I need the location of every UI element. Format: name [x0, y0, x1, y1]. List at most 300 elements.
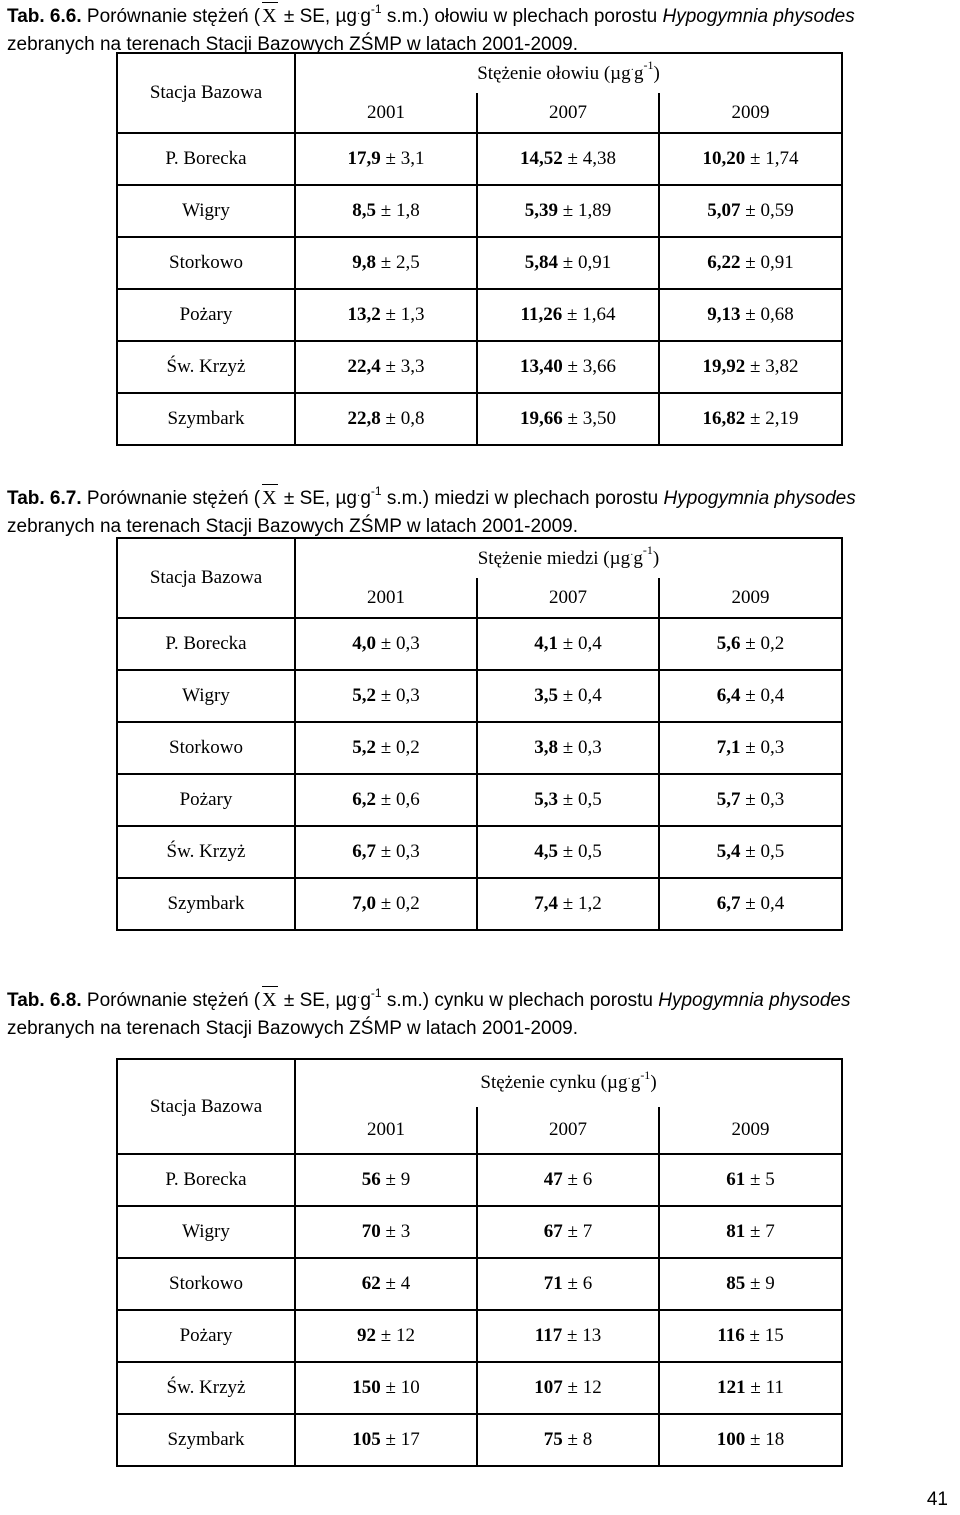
- standard-error: 5: [765, 1169, 775, 1190]
- concentration-cell: [295, 1310, 477, 1362]
- mean-symbol: X: [262, 989, 277, 1011]
- concentration-cell: [295, 670, 477, 722]
- species-name: Hypogymnia physodes: [658, 990, 851, 1011]
- standard-error: 3: [400, 1221, 411, 1242]
- standard-error: 0,4: [577, 633, 602, 654]
- plus-minus: ±: [745, 1377, 766, 1398]
- concentration-cell: [659, 289, 842, 341]
- concentration-header: [295, 53, 842, 93]
- standard-error: 1,2: [577, 893, 602, 914]
- header-close: ): [653, 62, 660, 84]
- caption-line-2: zebranych na terenach Stacji Bazowych ZŚMP w latach 2001-2009.: [7, 1018, 579, 1039]
- concentration-cell: [477, 878, 659, 930]
- plus-minus: ±: [562, 408, 583, 429]
- table-caption-lead: [7, 1, 957, 57]
- standard-error: 10: [400, 1377, 420, 1398]
- standard-error: 9: [765, 1273, 775, 1294]
- plus-minus: ±: [558, 633, 578, 654]
- mean-value: 5,2: [352, 685, 377, 706]
- concentration-cell: [477, 1362, 659, 1414]
- concentration-cell: [477, 1310, 659, 1362]
- plus-minus: ±: [558, 737, 578, 758]
- standard-error: 1,89: [577, 200, 612, 221]
- standard-error: 0,3: [395, 841, 420, 862]
- table-row: [117, 341, 842, 393]
- mean-value: 7,1: [716, 737, 741, 758]
- table-row: [117, 133, 842, 185]
- table-caption-zinc: [7, 985, 957, 1041]
- concentration-cell: [659, 670, 842, 722]
- plus-minus: ±: [740, 789, 761, 810]
- caption-text: s.m.) ołowiu w plechach porostu: [381, 6, 663, 27]
- mean-value: 19,92: [702, 356, 746, 377]
- caption-line-2: zebranych na terenach Stacji Bazowych ZŚMP w latach 2001-2009.: [7, 34, 579, 55]
- plus-minus: ±: [744, 1325, 765, 1346]
- station-header: Stacja Bazowa: [117, 538, 295, 618]
- concentration-cell: [477, 289, 659, 341]
- concentration-cell: [477, 393, 659, 445]
- standard-error: 1,74: [765, 148, 799, 169]
- plus-minus: ±: [380, 1169, 401, 1190]
- station-header: Stacja Bazowa: [117, 53, 295, 133]
- year-header: 2009: [659, 1107, 842, 1155]
- concentration-cell: [659, 878, 842, 930]
- concentration-cell: [295, 774, 477, 826]
- plus-minus: ±: [380, 304, 401, 325]
- plus-minus: ±: [562, 1273, 583, 1294]
- plus-minus: ±: [740, 893, 761, 914]
- plus-minus: ±: [376, 737, 396, 758]
- table-row: [117, 826, 842, 878]
- table-row: [117, 670, 842, 722]
- species-name: Hypogymnia physodes: [662, 6, 855, 27]
- station-name: Św. Krzyż: [117, 341, 295, 393]
- standard-error: 6: [582, 1169, 593, 1190]
- concentration-cell: [295, 237, 477, 289]
- standard-error: 0,2: [395, 737, 420, 758]
- station-name: Wigry: [117, 670, 295, 722]
- plus-minus: ±: [376, 200, 396, 221]
- mean-value: 7,4: [534, 893, 559, 914]
- plus-minus: ±: [558, 841, 578, 862]
- mean-value: 5,84: [524, 252, 559, 273]
- standard-error: 17: [400, 1429, 420, 1450]
- plus-minus: ±: [558, 685, 578, 706]
- mean-value: 117: [534, 1325, 563, 1346]
- standard-error: 12: [582, 1377, 602, 1398]
- plus-minus: ±: [562, 148, 583, 169]
- station-name: Pożary: [117, 1310, 295, 1362]
- standard-error: 0,59: [760, 200, 794, 221]
- caption-line-2: zebranych na terenach Stacji Bazowych ZŚMP w latach 2001-2009.: [7, 516, 579, 537]
- standard-error: 3,66: [582, 356, 616, 377]
- mean-value: 85: [726, 1273, 746, 1294]
- plus-minus: ±: [562, 356, 583, 377]
- plus-minus: ±: [562, 1325, 583, 1346]
- concentration-cell: [477, 1206, 659, 1258]
- unit-g: g: [633, 62, 644, 84]
- unit-dot: ·: [630, 549, 634, 561]
- table-caption-copper: [7, 483, 957, 539]
- mean-value: 75: [543, 1429, 563, 1450]
- concentration-cell: [295, 618, 477, 670]
- plus-minus: ±: [380, 1221, 401, 1242]
- table-row: [117, 878, 842, 930]
- station-name: Szymbark: [117, 393, 295, 445]
- standard-error: 9: [400, 1169, 411, 1190]
- concentration-label: Stężenie cynku (µg: [480, 1072, 628, 1094]
- concentration-cell: [295, 341, 477, 393]
- standard-error: 0,3: [395, 685, 420, 706]
- plus-minus: ±: [380, 1273, 401, 1294]
- year-header: 2001: [295, 578, 477, 618]
- standard-error: 0,3: [577, 737, 602, 758]
- plus-minus: ±: [740, 633, 761, 654]
- standard-error: 0,2: [395, 893, 420, 914]
- standard-error: 0,91: [577, 252, 612, 273]
- mean-value: 71: [543, 1273, 563, 1294]
- mean-value: 11,26: [520, 304, 563, 325]
- table-row: [117, 289, 842, 341]
- plus-minus: ±: [380, 148, 401, 169]
- table-row: [117, 1154, 842, 1206]
- concentration-cell: [659, 341, 842, 393]
- concentration-cell: [659, 1154, 842, 1206]
- plus-minus: ±: [745, 1273, 766, 1294]
- concentration-cell: [659, 1206, 842, 1258]
- plus-minus: ±: [745, 1429, 766, 1450]
- caption-text: ± SE, µg: [278, 6, 357, 27]
- plus-minus: ±: [740, 304, 761, 325]
- standard-error: 0,3: [760, 737, 785, 758]
- mean-value: 19,66: [520, 408, 563, 429]
- mean-value: 6,4: [716, 685, 741, 706]
- station-name: P. Borecka: [117, 1154, 295, 1206]
- species-name: Hypogymnia physodes: [663, 488, 856, 509]
- plus-minus: ±: [562, 1221, 583, 1242]
- mean-value: 22,8: [347, 408, 381, 429]
- mean-value: 5,39: [524, 200, 559, 221]
- unit-dot: ·: [356, 490, 361, 501]
- standard-error: 3,82: [765, 356, 799, 377]
- unit-exponent: -1: [370, 1, 382, 16]
- standard-error: 4: [400, 1273, 411, 1294]
- standard-error: 13: [582, 1325, 602, 1346]
- plus-minus: ±: [380, 408, 401, 429]
- mean-value: 8,5: [352, 200, 377, 221]
- mean-value: 6,22: [707, 252, 741, 273]
- caption-text: ± SE, µg: [278, 990, 357, 1011]
- mean-value: 47: [543, 1169, 563, 1190]
- station-name: Pożary: [117, 289, 295, 341]
- concentration-label: Stężenie ołowiu (µg: [477, 62, 631, 84]
- standard-error: 1,3: [400, 304, 425, 325]
- standard-error: 3,3: [400, 356, 425, 377]
- table-row: [117, 1362, 842, 1414]
- concentration-cell: [659, 393, 842, 445]
- mean-value: 10,20: [702, 148, 746, 169]
- concentration-header: [295, 538, 842, 578]
- plus-minus: ±: [740, 685, 761, 706]
- mean-value: 5,6: [716, 633, 741, 654]
- station-name: Storkowo: [117, 722, 295, 774]
- table-row: [117, 185, 842, 237]
- standard-error: 0,3: [760, 789, 785, 810]
- concentration-cell: [477, 774, 659, 826]
- caption-line-1: [7, 483, 957, 514]
- plus-minus: ±: [376, 1325, 396, 1346]
- concentration-cell: [477, 826, 659, 878]
- unit-g: g: [360, 6, 371, 27]
- unit-dot: ·: [627, 1074, 631, 1086]
- mean-value: 16,82: [702, 408, 746, 429]
- standard-error: 4,38: [582, 148, 616, 169]
- header-close: ): [650, 1072, 657, 1094]
- station-header: Stacja Bazowa: [117, 1059, 295, 1154]
- standard-error: 1,8: [395, 200, 420, 221]
- station-name: Szymbark: [117, 1414, 295, 1466]
- standard-error: 7: [582, 1221, 593, 1242]
- plus-minus: ±: [745, 1221, 766, 1242]
- caption-text: s.m.) cynku w plechach porostu: [381, 990, 659, 1011]
- zinc-concentration-table: [116, 1058, 843, 1467]
- plus-minus: ±: [558, 252, 578, 273]
- concentration-cell: [659, 826, 842, 878]
- mean-value: 13,40: [520, 356, 563, 377]
- mean-value: 121: [717, 1377, 746, 1398]
- mean-value: 150: [352, 1377, 381, 1398]
- mean-value: 5,07: [707, 200, 741, 221]
- plus-minus: ±: [380, 1429, 401, 1450]
- concentration-cell: [477, 341, 659, 393]
- mean-value: 9,8: [352, 252, 377, 273]
- plus-minus: ±: [376, 633, 396, 654]
- standard-error: 18: [765, 1429, 785, 1450]
- concentration-cell: [295, 393, 477, 445]
- mean-value: 13,2: [347, 304, 381, 325]
- plus-minus: ±: [558, 893, 578, 914]
- plus-minus: ±: [376, 685, 396, 706]
- concentration-cell: [659, 185, 842, 237]
- concentration-cell: [477, 1154, 659, 1206]
- concentration-cell: [295, 1206, 477, 1258]
- unit-dot: ·: [356, 992, 361, 1003]
- standard-error: 0,68: [760, 304, 794, 325]
- concentration-cell: [295, 1414, 477, 1466]
- standard-error: 0,4: [577, 685, 602, 706]
- concentration-cell: [477, 618, 659, 670]
- page-number: 41: [926, 1489, 948, 1510]
- unit-exponent: -1: [370, 483, 382, 498]
- standard-error: 0,2: [760, 633, 785, 654]
- mean-value: 5,7: [716, 789, 741, 810]
- header-close: ): [652, 547, 660, 569]
- concentration-cell: [295, 1258, 477, 1310]
- plus-minus: ±: [740, 200, 761, 221]
- caption-text: s.m.) miedzi w plechach porostu: [381, 488, 664, 509]
- standard-error: 2,5: [395, 252, 420, 273]
- concentration-cell: [295, 1154, 477, 1206]
- plus-minus: ±: [376, 252, 396, 273]
- unit-exponent: -1: [370, 985, 382, 1000]
- mean-value: 7,0: [352, 893, 377, 914]
- mean-symbol: X: [262, 5, 277, 27]
- standard-error: 11: [765, 1377, 784, 1398]
- concentration-cell: [295, 133, 477, 185]
- concentration-cell: [659, 1362, 842, 1414]
- unit-exponent: -1: [642, 543, 653, 558]
- standard-error: 0,6: [395, 789, 420, 810]
- standard-error: 6: [582, 1273, 593, 1294]
- plus-minus: ±: [558, 200, 578, 221]
- concentration-cell: [659, 133, 842, 185]
- station-name: Pożary: [117, 774, 295, 826]
- unit-g: g: [360, 990, 371, 1011]
- caption-text: ± SE, µg: [278, 488, 357, 509]
- plus-minus: ±: [558, 789, 578, 810]
- station-name: Wigry: [117, 185, 295, 237]
- table-row: [117, 1258, 842, 1310]
- standard-error: 2,19: [765, 408, 799, 429]
- concentration-cell: [659, 722, 842, 774]
- year-header: 2009: [659, 93, 842, 133]
- caption-text: Porównanie stężeń (: [81, 990, 261, 1011]
- concentration-cell: [659, 774, 842, 826]
- plus-minus: ±: [376, 789, 396, 810]
- table-number: Tab. 6.8.: [7, 990, 82, 1011]
- mean-symbol: X: [262, 487, 277, 509]
- table-row: [117, 1310, 842, 1362]
- year-header: 2001: [295, 93, 477, 133]
- concentration-cell: [659, 1258, 842, 1310]
- standard-error: 1,64: [582, 304, 616, 325]
- mean-value: 105: [352, 1429, 381, 1450]
- concentration-cell: [295, 289, 477, 341]
- table-row: [117, 618, 842, 670]
- mean-value: 6,7: [716, 893, 741, 914]
- plus-minus: ±: [745, 148, 766, 169]
- plus-minus: ±: [380, 1377, 401, 1398]
- plus-minus: ±: [562, 1429, 583, 1450]
- standard-error: 3,1: [400, 148, 425, 169]
- unit-exponent: -1: [640, 1067, 651, 1082]
- plus-minus: ±: [376, 841, 396, 862]
- standard-error: 12: [395, 1325, 415, 1346]
- concentration-cell: [477, 1414, 659, 1466]
- mean-value: 4,0: [352, 633, 377, 654]
- concentration-cell: [477, 670, 659, 722]
- concentration-cell: [659, 1414, 842, 1466]
- plus-minus: ±: [745, 356, 766, 377]
- standard-error: 0,91: [760, 252, 794, 273]
- mean-value: 3,8: [534, 737, 559, 758]
- concentration-cell: [295, 185, 477, 237]
- standard-error: 0,4: [760, 893, 785, 914]
- table-row: [117, 774, 842, 826]
- station-name: P. Borecka: [117, 618, 295, 670]
- mean-value: 5,2: [352, 737, 377, 758]
- standard-error: 3,50: [582, 408, 616, 429]
- concentration-cell: [659, 618, 842, 670]
- year-header: 2009: [659, 578, 842, 618]
- standard-error: 0,5: [577, 841, 602, 862]
- caption-line-1: [7, 1, 957, 32]
- concentration-cell: [659, 1310, 842, 1362]
- plus-minus: ±: [740, 252, 761, 273]
- station-name: Storkowo: [117, 237, 295, 289]
- year-header: 2007: [477, 578, 659, 618]
- mean-value: 5,4: [716, 841, 741, 862]
- mean-value: 17,9: [347, 148, 381, 169]
- plus-minus: ±: [562, 304, 583, 325]
- table-row: [117, 722, 842, 774]
- year-header: 2007: [477, 1107, 659, 1155]
- concentration-cell: [477, 237, 659, 289]
- unit-g: g: [630, 1072, 641, 1094]
- plus-minus: ±: [740, 737, 761, 758]
- concentration-cell: [477, 722, 659, 774]
- standard-error: 0,8: [400, 408, 425, 429]
- station-name: Storkowo: [117, 1258, 295, 1310]
- standard-error: 0,5: [760, 841, 785, 862]
- concentration-cell: [295, 722, 477, 774]
- plus-minus: ±: [562, 1169, 583, 1190]
- table-number: Tab. 6.7.: [7, 488, 82, 509]
- unit-exponent: -1: [643, 58, 654, 73]
- mean-value: 70: [361, 1221, 381, 1242]
- mean-value: 6,7: [352, 841, 377, 862]
- year-header: 2001: [295, 1107, 477, 1155]
- concentration-cell: [659, 237, 842, 289]
- caption-text: Porównanie stężeń (: [81, 488, 261, 509]
- plus-minus: ±: [745, 408, 766, 429]
- station-name: Szymbark: [117, 878, 295, 930]
- table-row: [117, 237, 842, 289]
- concentration-header: [295, 1059, 842, 1107]
- concentration-cell: [295, 878, 477, 930]
- plus-minus: ±: [740, 841, 761, 862]
- standard-error: 7: [765, 1221, 775, 1242]
- concentration-cell: [477, 133, 659, 185]
- mean-value: 61: [726, 1169, 746, 1190]
- lead-concentration-table: [116, 52, 843, 446]
- concentration-label: Stężenie miedzi (µg: [477, 547, 631, 569]
- unit-dot: ·: [356, 8, 361, 19]
- concentration-cell: [295, 826, 477, 878]
- plus-minus: ±: [380, 356, 401, 377]
- mean-value: 62: [361, 1273, 381, 1294]
- mean-value: 4,5: [534, 841, 559, 862]
- unit-g: g: [633, 547, 643, 569]
- mean-value: 6,2: [352, 789, 377, 810]
- copper-concentration-table: [116, 537, 843, 931]
- mean-value: 4,1: [534, 633, 559, 654]
- mean-value: 107: [534, 1377, 563, 1398]
- table-row: [117, 1414, 842, 1466]
- mean-value: 56: [361, 1169, 381, 1190]
- unit-dot: ·: [630, 64, 634, 76]
- plus-minus: ±: [376, 893, 396, 914]
- mean-value: 81: [726, 1221, 746, 1242]
- mean-value: 67: [543, 1221, 563, 1242]
- plus-minus: ±: [745, 1169, 766, 1190]
- table-row: [117, 393, 842, 445]
- table-number: Tab. 6.6.: [7, 6, 82, 27]
- station-name: Św. Krzyż: [117, 826, 295, 878]
- standard-error: 0,4: [760, 685, 785, 706]
- caption-line-1: [7, 985, 957, 1016]
- standard-error: 8: [582, 1429, 593, 1450]
